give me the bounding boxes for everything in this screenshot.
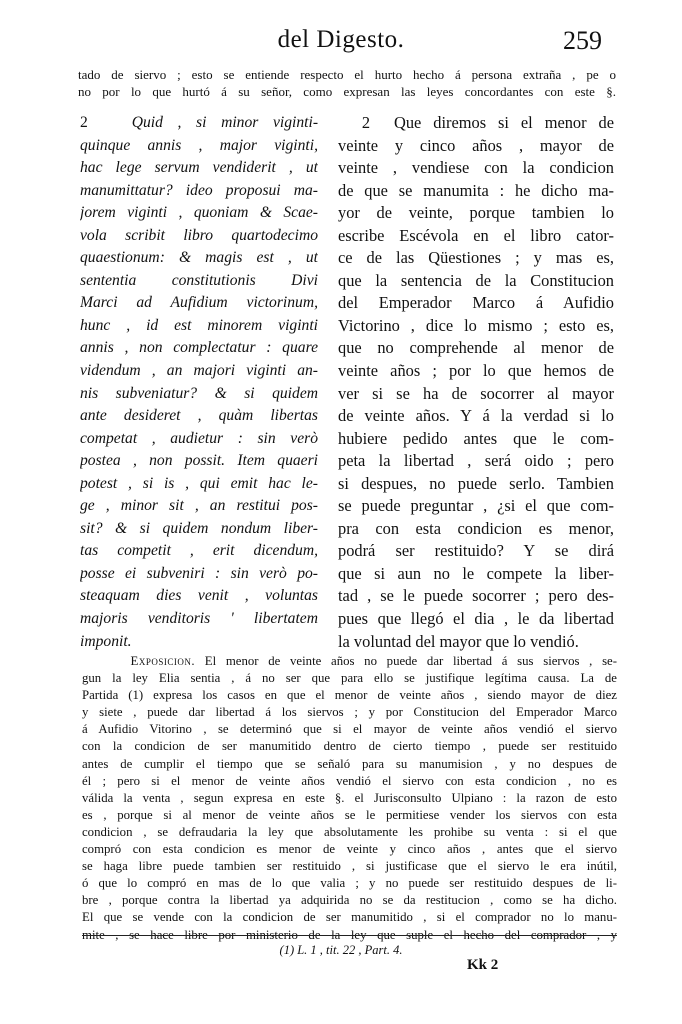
spanish-line: pues que llegó el dia , le da libertad <box>338 609 614 629</box>
spanish-line: que no comprehende al menor de <box>338 338 614 358</box>
latin-line: competat , audietur : sin verò <box>80 429 318 447</box>
latin-line: imponit. <box>80 632 132 650</box>
exposicion-line <box>82 653 617 670</box>
spanish-line-text: Que diremos si el menor de <box>394 113 614 132</box>
exposicion-line: y siete , puede dar libertad á los siervos ; y por Constitucion del Emperador Marco <box>82 705 617 720</box>
spanish-line: yor de veinte, porque tambien lo <box>338 203 614 223</box>
latin-line: vola scribit libro quartodecimo <box>80 226 318 244</box>
spanish-line: Victorino , dice lo mismo ; esto es, <box>338 315 614 335</box>
exposicion-line: condicion , se defraudaria la ley que absolutamente les prohibe su venta : si el que <box>82 824 617 839</box>
latin-line: posse ei subveniri : sin verò po- <box>80 564 318 582</box>
spanish-line: escribe Escévola en el libro cator- <box>338 225 614 245</box>
spanish-line: si despues, no puede serlo. Tambien <box>338 473 614 493</box>
exposicion-first-line: El menor de veinte años no puede dar libertad á sus siervos , se- <box>204 654 617 668</box>
exposicion-heading: Exposicion. <box>130 654 196 668</box>
latin-line: manumittatur? ideo proposui ma- <box>80 181 318 199</box>
spanish-line: veinte y cinco años , mayor de <box>338 135 614 155</box>
footnote: (1) L. 1 , tit. 22 , Part. 4. <box>279 943 403 957</box>
latin-line: quinque annis , major viginti, <box>80 136 318 154</box>
spanish-line: del Emperador Marco á Aufidio <box>338 293 614 313</box>
spanish-line: podrá ser restituido? Y se dirá <box>338 541 614 561</box>
latin-line: nis subveniatur? & si quidem <box>80 384 318 402</box>
exposicion-line: se haga libre puede tambien ser restituido , si justificase que el siervo le era inútil, <box>82 859 617 874</box>
spanish-line: que la sentencia de la Constitucion <box>338 270 614 290</box>
spanish-line: de veinte años. Y á la verdad si lo <box>338 406 614 426</box>
latin-line: potest , si is , qui emit hac le- <box>80 474 318 492</box>
latin-line: jorem viginti , quoniam & Scae- <box>80 204 318 222</box>
signature-mark: Kk 2 <box>467 957 499 973</box>
exposicion-commentary <box>82 653 617 944</box>
page-number: 259 <box>563 26 602 55</box>
exposicion-line: ó que lo compró en mas de lo que valia ; y no puede ser restituido despues de li- <box>82 876 617 891</box>
latin-line: tas competit , erit dicendum, <box>80 542 318 560</box>
exposicion-line: Partida (1) expresa los casos en que el menor de veinte años , siendo mayor de diez <box>82 688 617 703</box>
exposicion-line: bre , porque contra la libertad ya adquirida no se da restitucion , como se ha dicho. <box>82 893 617 908</box>
latin-line: ge , minor sit , an restitui pos- <box>80 497 318 515</box>
spanish-line: veinte años ; por lo que hemos de <box>338 361 614 381</box>
latin-line-text: Quid , si minor viginti- <box>131 114 318 131</box>
latin-line: sit? & si quidem nondum liber- <box>80 519 318 537</box>
spanish-line: ce de las Qüestiones ; y mas es, <box>338 248 614 268</box>
exposicion-line: él ; pero si el menor de veinte años vendió el siervo con esta condicion , no es <box>82 773 617 788</box>
latin-line: annis , non complectatur : quare <box>80 339 318 357</box>
spanish-column <box>338 112 614 653</box>
exposicion-line: á Aufidio Vitorino , se determinó que si el mayor de veinte años vendió el siervo <box>82 722 617 737</box>
footnote-divider <box>82 935 617 936</box>
paragraph-number: 2 <box>361 113 371 132</box>
latin-line: hac lege servum vendiderit , ut <box>80 159 318 177</box>
latin-line: Marci ad Aufidium victorinum, <box>80 294 318 312</box>
exposicion-line: El que se vende con la condicion de ser manumitido , si el comprador no lo manu- <box>82 910 617 925</box>
latin-line: postea , non possit. Item quaeri <box>80 452 318 470</box>
latin-line: quaestionum: & magis est , ut <box>80 249 318 267</box>
spanish-line: de que se manumita : he dicho ma- <box>338 180 614 200</box>
exposicion-line: antes de cumplir el tiempo que se señaló para su manumision , y no despues de <box>82 756 617 771</box>
paragraph-number: 2 <box>80 114 88 131</box>
exposicion-line: válida la venta , segun expresa en este §. el Jurisconsulto Ulpiano : la razon de esto <box>82 790 617 805</box>
spanish-line: tad , se le puede socorrer ; pero des- <box>338 586 614 606</box>
latin-line <box>80 112 318 135</box>
exposicion-line: mite , se hace libre por ministerio de la ley que suple el hecho del comprador , y <box>82 927 617 942</box>
latin-line: videndum , an majori viginti an- <box>80 362 318 380</box>
spanish-line: hubiere pedido antes que le com- <box>338 428 614 448</box>
spanish-line: veinte , vendiese con la condicion <box>338 158 614 178</box>
latin-line: steaquam dies venit , voluntas <box>80 587 318 605</box>
carryover-line: tado de siervo ; esto se entiende respecto el hurto hecho á persona extraña , pe o <box>78 67 616 82</box>
exposicion-line: con la condicion de ser manumitido dentro de cierto tiempo , puede ser restituido <box>82 739 617 754</box>
spanish-line: que si aun no le compete la liber- <box>338 563 614 583</box>
latin-line: majoris venditoris ' libertatem <box>80 610 318 628</box>
exposicion-line: compró con esta condicion es menor de veinte y cinco años , antes que el siervo <box>82 842 617 857</box>
carryover-line: no por lo que hurtó á su señor, como expresan las leyes concordantes con este §. <box>78 84 616 99</box>
spanish-line: se puede preguntar , ¿si el que com- <box>338 496 614 516</box>
spanish-line: ver si se ha de socorrer al mayor <box>338 383 614 403</box>
exposicion-line: es , porque si al menor de veinte años se le permitiese vender los siervos con esta <box>82 807 617 822</box>
exposicion-line: gun la ley Elia sentia , á no ser que para ello se justifique legítima causa. La de <box>82 671 617 686</box>
latin-column <box>80 112 318 653</box>
spanish-line: peta la libertad , será oido ; pero <box>338 451 614 471</box>
spanish-line: pra con esta condicion es menor, <box>338 518 614 538</box>
running-title: del Digesto. <box>277 26 405 53</box>
latin-line: sententia constitutionis Divi <box>80 271 318 289</box>
spanish-line <box>338 112 614 135</box>
spanish-line: la voluntad del mayor que lo vendió. <box>338 631 579 651</box>
latin-line: ante desideret , quàm libertas <box>80 407 318 425</box>
latin-line: hunc , id est minorem viginti <box>80 316 318 334</box>
